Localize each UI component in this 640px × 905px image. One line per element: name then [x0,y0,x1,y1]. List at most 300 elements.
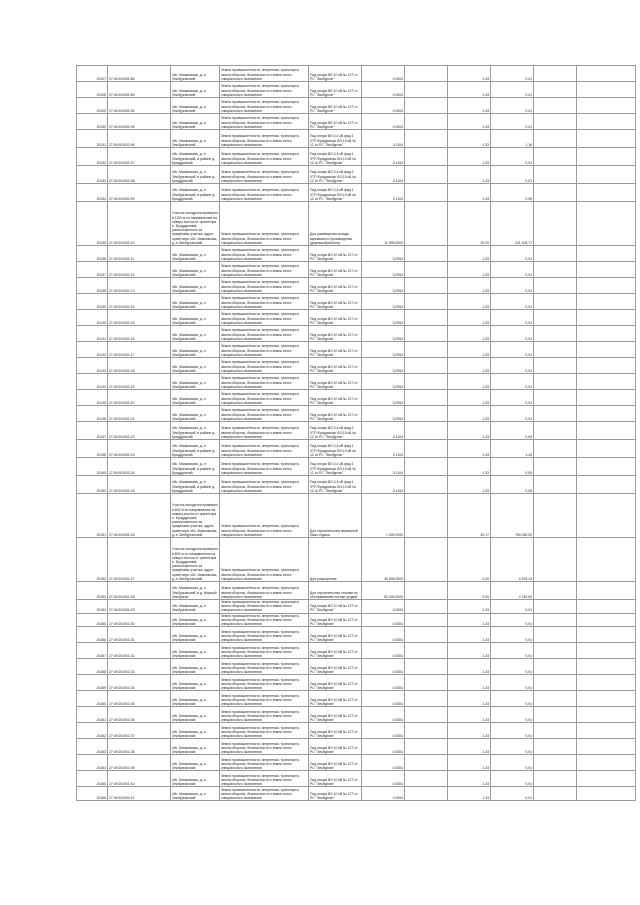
table-row [77,130,636,148]
cell-v1 [405,310,448,326]
table-row [77,326,636,342]
cell-v1 [405,675,448,691]
cell-v2: 1,33 [448,440,491,458]
cell-v1 [405,358,448,374]
table-row [77,643,636,659]
cell-v1 [405,771,448,787]
cell-v2: 1,33 [448,262,491,278]
cell-empty [577,691,636,707]
cell-cat: Земли промышленности, энергетики, транспорта, земли обороны, безопасности и земли иного специального назначения [220,374,309,390]
cell-addr: хбс. Маяковская, д.-н Эльбурганский [171,358,220,374]
table-row [77,66,636,82]
cell-area: 0,0004 [362,771,405,787]
cell-addr: хбс. Маяковская, д.-н Эльбурганский [171,342,220,358]
cell-empty [577,538,636,582]
cell-v3: 0,01 [491,613,534,627]
cell-num: 20147 [77,422,108,440]
cell-num: 20132 [77,148,108,166]
cell-use: Под опоры ВЛ-10 кВ № 12Т от РС "Эльбурган" [309,755,362,771]
cell-v2: 1,33 [448,148,491,166]
cell-cat: Земли промышленности, энергетики, транспорта, земли обороны, безопасности и земли иного специального назначения [220,538,309,582]
cell-num: 20152 [77,538,108,582]
cell-area: 0,0004 [362,627,405,643]
cell-v1 [405,148,448,166]
cell-v3: 0,01 [491,374,534,390]
cell-use: Под опоры ВЛ-0,4 кВ фид.1 ЗТП Фридрихско ВЛ-10 кВ № 12 от РС "Эльбурган" [309,184,362,202]
cell-v3: 0,01 [491,755,534,771]
cell-area: 0,0004 [362,278,405,294]
cell-empty [577,643,636,659]
cell-area: 0,0004 [362,390,405,406]
cell-num: 20127 [77,66,108,82]
table-row [77,476,636,494]
cell-addr: хбс. Маяковская, д.-н Эльбурганский, в д. Мирный Эльбурган [171,582,220,600]
cell-v3: 0,01 [491,627,534,643]
cell-empty [534,723,577,739]
table-row [77,374,636,390]
cell-cat: Земли промышленности, энергетики, транспорта, земли обороны, безопасности и земли иного специального назначения [220,82,309,98]
cell-area: 11 095,0000 [362,202,405,246]
cell-empty [577,406,636,422]
cell-area: 0,1104 [362,422,405,440]
cell-cat: Земли промышленности, энергетики, транспорта, земли обороны, безопасности и земли иного специального назначения [220,675,309,691]
table-row [77,358,636,374]
cell-v2: 1,33 [448,184,491,202]
cell-area: 0,0004 [362,659,405,675]
cell-v1 [405,278,448,294]
cell-cat: Земли промышленности, энергетики, транспорта, земли обороны, безопасности и земли иного специального назначения [220,166,309,184]
cell-empty [577,494,636,538]
table-row [77,202,636,246]
cell-empty [577,675,636,691]
cell-v3: 0,01 [491,148,534,166]
cell-use: Под опоры ВЛ-10 кВ № 12Т от РС "Эльбурган" [309,627,362,643]
cell-v1 [405,627,448,643]
cell-use: Под опоры ВЛ-10 кВ № 12Т от РС "Эльбурган" [309,326,362,342]
cell-num: 20135 [77,202,108,246]
cell-cat: Земли промышленности, энергетики, транспорта, земли обороны, безопасности и земли иного специального назначения [220,613,309,627]
cell-area: 0,0004 [362,739,405,755]
table-row [77,262,636,278]
cell-empty [534,659,577,675]
cell-code: 27:04:001001:38 [108,739,171,755]
cell-empty [534,202,577,246]
cell-v2: 0,00 [448,538,491,582]
table-row [77,613,636,627]
cell-v1 [405,723,448,739]
table-row [77,166,636,184]
cell-v1 [405,166,448,184]
cell-v2: 1,33 [448,82,491,98]
cell-empty [534,114,577,130]
cell-empty [534,326,577,342]
cell-code: 27:04:001001:32 [108,643,171,659]
cell-v3: 0,01 [491,66,534,82]
cell-empty [534,739,577,755]
cell-code: 27:04:001001:13 [108,278,171,294]
cell-addr: хбс. Маяковская, д.-н Эльбурганский [171,659,220,675]
cell-code: 27:04:001001:23 [108,440,171,458]
cell-v3: 0,01 [491,326,534,342]
cell-empty [577,278,636,294]
cell-empty [534,440,577,458]
cell-cat: Земли промышленности, энергетики, транспорта, земли обороны, безопасности и земли иного специального назначения [220,787,309,801]
cell-v3: 0,01 [491,390,534,406]
cell-v3: 0,01 [491,707,534,723]
cell-addr: хбс. Маяковская, д.-н Эльбурганский [171,294,220,310]
cell-code: 27:04:001001:28 [108,582,171,600]
cell-empty [577,184,636,202]
cell-cat: Земли промышленности, энергетики, транспорта, земли обороны, безопасности и земли иного специального назначения [220,98,309,114]
table-row [77,310,636,326]
table-row [77,82,636,98]
cell-empty [577,166,636,184]
cell-addr: хбс. Маяковская, д.-н Эльбурганский [171,82,220,98]
cell-v1 [405,476,448,494]
cell-addr: хбс. Маяковская, д.-н Эльбурганский, в районе д. Бриддунский [171,440,220,458]
cell-v3: 0,01 [491,600,534,614]
cell-addr: хбс. Маяковская, д.-н Эльбурганский [171,390,220,406]
cell-num: 20141 [77,326,108,342]
cell-use: Для размещения склада взрывчатого производства (деревообработки) [309,202,362,246]
cell-empty [577,262,636,278]
cell-code: 27:04:001001:30 [108,613,171,627]
cell-cat: Земли промышленности, энергетики, транспорта, земли обороны, безопасности и земли иного специального назначения [220,755,309,771]
cell-area: 0,0004 [362,326,405,342]
cell-use: Под опоры ВЛ-10 кВ № 12Т от РС "Эльбурган" [309,643,362,659]
cell-v3: 0,01 [491,262,534,278]
table-row [77,771,636,787]
cell-empty [534,390,577,406]
cell-v2: 1,33 [448,114,491,130]
cell-use: Под опоры ВЛ-10 кВ № 12Т от РС "Эльбурган" [309,675,362,691]
cell-area: 0,0004 [362,114,405,130]
cell-addr: хбс. Маяковская, д.-н Эльбурганский [171,406,220,422]
cell-code: 27:04:001001:29 [108,600,171,614]
cell-empty [534,278,577,294]
cell-area: 50 000,0000 [362,582,405,600]
cell-num: 20130 [77,114,108,130]
cell-addr: хбс. Маяковская, д.-н Эльбурганский [171,613,220,627]
cell-v1 [405,390,448,406]
cell-use: Под опоры ВЛ-0,4 кВ фид.1 ЗТП Фридрихско ВЛ-10 кВ № 12 от РС "Эльбурган" [309,166,362,184]
cell-empty [534,643,577,659]
cell-v2: 1,33 [448,771,491,787]
cell-v2: 1,33 [448,600,491,614]
cell-v2: 1,33 [448,755,491,771]
cell-v3: 0,01 [491,739,534,755]
cell-num: 20151 [77,494,108,538]
cell-addr: хбс. Маяковская, д.-н Эльбурганский [171,278,220,294]
cell-code: 27:04:001001:15 [108,310,171,326]
table-row [77,739,636,755]
cell-cat: Земли промышленности, энергетики, транспорта, земли обороны, безопасности и земли иного специального назначения [220,771,309,787]
cell-addr: хбс. Маяковская, д.-н Эльбурганский [171,130,220,148]
cell-v1 [405,458,448,476]
cell-v3: 4 740,00 [491,582,534,600]
cell-v1 [405,538,448,582]
cell-cat: Земли промышленности, энергетики, транспорта, земли обороны, безопасности и земли иного специального назначения [220,494,309,538]
cell-empty [534,310,577,326]
cell-empty [534,771,577,787]
cell-code: 27:04:001001:35 [108,691,171,707]
cell-cat: Земли промышленности, энергетики, транспорта, земли обороны, безопасности и земли иного специального назначения [220,262,309,278]
cell-v2: 20,00 [448,202,491,246]
cell-v3: 0,01 [491,342,534,358]
cell-addr: хбс. Маяковская, д.-н Эльбурганский [171,98,220,114]
cell-area: 0,0004 [362,294,405,310]
cell-empty [534,476,577,494]
cell-num: 20153 [77,582,108,600]
table-row [77,246,636,262]
cell-cat: Земли промышленности, энергетики, транспорта, земли обороны, безопасности и земли иного специального назначения [220,627,309,643]
cell-area: 0,0004 [362,643,405,659]
land-register-body [77,66,636,801]
cell-num: 20128 [77,82,108,98]
cell-empty [577,82,636,98]
cell-empty [577,707,636,723]
cell-addr: хбс. Маяковская, д.-н Эльбурганский [171,675,220,691]
cell-empty [577,600,636,614]
cell-cat: Земли промышленности, энергетики, транспорта, земли обороны, безопасности и земли иного специального назначения [220,246,309,262]
cell-num: 20165 [77,771,108,787]
cell-code: 27:04:001001:89 [108,82,171,98]
cell-code: 27:04:001001:27 [108,538,171,582]
cell-num: 20148 [77,440,108,458]
cell-cat: Земли промышленности, энергетики, транспорта, земли обороны, безопасности и земли иного специального назначения [220,476,309,494]
cell-v1 [405,659,448,675]
cell-use: Под опоры ВЛ-10 кВ № 12Т от РС "Эльбурган" [309,114,362,130]
cell-code: 27:04:001001:25 [108,476,171,494]
cell-cat: Земли промышленности, энергетики, транспорта, земли обороны, безопасности и земли иного специального назначения [220,130,309,148]
cell-num: 20131 [77,130,108,148]
cell-cat: Земли промышленности, энергетики, транспорта, земли обороны, безопасности и земли иного специального назначения [220,294,309,310]
cell-v3: 0,01 [491,358,534,374]
cell-use: Под опоры ВЛ-10 кВ № 12Т от РС "Эльбурган" [309,98,362,114]
land-register-table [76,65,636,801]
cell-empty [534,294,577,310]
cell-empty [577,358,636,374]
cell-empty [577,771,636,787]
cell-use: Под опоры ВЛ-10 кВ № 12Т от РС "Эльбурган" [309,342,362,358]
cell-cat: Земли промышленности, энергетики, транспорта, земли обороны, безопасности и земли иного специального назначения [220,707,309,723]
cell-use: Под опоры ВЛ-10 кВ № 12Т от РС "Эльбурган" [309,739,362,755]
cell-empty [577,114,636,130]
cell-use: Под опоры ВЛ-10 кВ № 12Т от РС "Эльбурган" [309,294,362,310]
cell-v1 [405,739,448,755]
cell-cat: Земли промышленности, энергетики, транспорта, земли обороны, безопасности и земли иного специального назначения [220,114,309,130]
cell-use: Под опоры ВЛ-10 кВ № 12Т от РС "Эльбурган" [309,310,362,326]
cell-empty [577,326,636,342]
cell-v1 [405,600,448,614]
cell-area: 45 605,0000 [362,538,405,582]
cell-v1 [405,114,448,130]
cell-empty [577,148,636,166]
cell-cat: Земли промышленности, энергетики, транспорта, земли обороны, безопасности и земли иного специального назначения [220,390,309,406]
cell-num: 20142 [77,342,108,358]
table-row [77,440,636,458]
cell-empty [534,184,577,202]
cell-num: 20157 [77,643,108,659]
cell-addr: хбс. Маяковская, д.-н Эльбурганский [171,643,220,659]
cell-empty [534,613,577,627]
cell-num: 20154 [77,600,108,614]
cell-v3: 0,01 [491,675,534,691]
cell-v1 [405,246,448,262]
cell-empty [577,98,636,114]
cell-area: 0,0004 [362,406,405,422]
cell-use: Под опоры ВЛ-10 кВ № 12Т от РС "Эльбурган" [309,600,362,614]
cell-empty [577,294,636,310]
cell-v3: 0,01 [491,294,534,310]
cell-cat: Земли промышленности, энергетики, транспорта, земли обороны, безопасности и земли иного специального назначения [220,342,309,358]
cell-v2: 1,33 [448,458,491,476]
cell-code: 27:04:001001:10 [108,202,171,246]
cell-area: 0,0004 [362,787,405,801]
table-row [77,114,636,130]
cell-empty [534,262,577,278]
cell-addr: хбс. Маяковская, д.-н Эльбурганский [171,739,220,755]
cell-code: 27:04:001001:40 [108,771,171,787]
cell-empty [534,582,577,600]
cell-cat: Земли промышленности, энергетики, транспорта, земли обороны, безопасности и земли иного специального назначения [220,326,309,342]
cell-use: Для расширения [309,538,362,582]
cell-v3: 0,01 [491,166,534,184]
cell-v2: 1,33 [448,358,491,374]
cell-v2: 1,33 [448,294,491,310]
cell-num: 20136 [77,246,108,262]
cell-cat: Земли промышленности, энергетики, транспорта, земли обороны, безопасности и земли иного специального назначения [220,582,309,600]
cell-v1 [405,82,448,98]
cell-v2: 1,33 [448,278,491,294]
table-row [77,494,636,538]
cell-area: 0,1104 [362,166,405,184]
table-row [77,659,636,675]
cell-empty [534,166,577,184]
cell-addr: хбс. Маяковская, д.-н Эльбурганский [171,310,220,326]
cell-code: 27:04:001001:95 [108,114,171,130]
cell-v3: 0,01 [491,114,534,130]
cell-empty [577,613,636,627]
cell-empty [577,755,636,771]
cell-code: 27:04:001001:21 [108,406,171,422]
table-row [77,458,636,476]
cell-addr: хбс. Маяковская, д.-н Эльбурганский, в районе д. Бриддунский [171,476,220,494]
cell-area: 1 000,0000 [362,494,405,538]
cell-empty [577,739,636,755]
cell-area: 0,0004 [362,262,405,278]
cell-empty [577,582,636,600]
cell-area: 0,0004 [362,82,405,98]
cell-v1 [405,643,448,659]
cell-v1 [405,262,448,278]
cell-empty [577,342,636,358]
cell-use: Под опоры ВЛ-10 кВ № 12Т от РС "Эльбурган" [309,787,362,801]
cell-v1 [405,755,448,771]
cell-empty [534,675,577,691]
cell-cat: Земли промышленности, энергетики, транспорта, земли обороны, безопасности и земли иного специального назначения [220,440,309,458]
cell-cat: Земли промышленности, энергетики, транспорта, земли обороны, безопасности и земли иного специального назначения [220,600,309,614]
cell-num: 20146 [77,406,108,422]
cell-empty [534,691,577,707]
cell-use: Для строительства земельной базы отдыха [309,494,362,538]
cell-code: 27:04:001001:16 [108,326,171,342]
cell-v2: 1,33 [448,643,491,659]
cell-cat: Земли промышленности, энергетики, транспорта, земли обороны, безопасности и земли иного специального назначения [220,406,309,422]
cell-v3: 0,01 [491,723,534,739]
cell-v1 [405,406,448,422]
cell-v2: 1,33 [448,613,491,627]
cell-v3: 0,01 [491,771,534,787]
cell-empty [534,538,577,582]
cell-empty [577,458,636,476]
cell-v2: 1,33 [448,707,491,723]
cell-area: 0,0004 [362,358,405,374]
cell-use: Под опоры ВЛ-10 кВ № 12Т от РС "Эльбурган" [309,691,362,707]
cell-code: 27:04:001001:98 [108,166,171,184]
table-row [77,538,636,582]
cell-v2: 1,33 [448,66,491,82]
cell-v3: 0,01 [491,98,534,114]
cell-area: 0,1104 [362,476,405,494]
cell-empty [534,422,577,440]
cell-addr: хбс. Маяковская, д.-н Эльбурганский [171,627,220,643]
cell-num: 20156 [77,627,108,643]
cell-empty [577,440,636,458]
cell-v2: 1,33 [448,422,491,440]
cell-v3: 0,01 [491,246,534,262]
cell-empty [534,458,577,476]
cell-empty [534,787,577,801]
cell-code: 27:04:001001:22 [108,422,171,440]
cell-empty [534,600,577,614]
cell-empty [534,406,577,422]
cell-num: 20137 [77,262,108,278]
cell-empty [534,130,577,148]
cell-empty [577,390,636,406]
cell-use: Под опоры ВЛ-0,4 кВ фид.1 ЗТП Фридрихско ВЛ-10 кВ № 12 от РС "Эльбурган" [309,440,362,458]
cell-code: 27:04:001001:26 [108,494,171,538]
cell-use: Под опоры ВЛ-10 кВ № 12Т от РС "Эльбурган" [309,246,362,262]
cell-empty [534,358,577,374]
cell-v2: 1,33 [448,627,491,643]
cell-addr: Участок находится примерно в 600 м по направлению на северо-восток от ориентира п. Бриддунский, расположенного за пределами участка, адрес ориентира: хбс. Маяковская, д.-н Эльбурганский [171,494,220,538]
cell-empty [534,627,577,643]
cell-use: Под опоры ВЛ-10 кВ № 12Т от РС "Эльбурган" [309,707,362,723]
cell-addr: Участок находится примерно в 600 м по направлению на северо-восток от ориентира п. Бриддунский, расположенного за пределами участка, адрес ориентира: хбс. Маяковская, д.-н Эльбурганский [171,538,220,582]
cell-v3: 0,05 [491,422,534,440]
cell-code: 27:04:001001:33 [108,659,171,675]
cell-use: Для строительства стоянки по обслуживанию лесных угодий [309,582,362,600]
cell-v3: 0,01 [491,643,534,659]
cell-v3: 1,16 [491,130,534,148]
cell-empty [577,246,636,262]
cell-cat: Земли промышленности, энергетики, транспорта, земли обороны, безопасности и земли иного специального назначения [220,184,309,202]
cell-v2: 1,33 [448,130,491,148]
cell-empty [577,723,636,739]
table-row [77,723,636,739]
cell-area: 0,1104 [362,440,405,458]
cell-empty [577,202,636,246]
cell-area: 0,0004 [362,675,405,691]
cell-num: 20166 [77,787,108,801]
cell-num: 20129 [77,98,108,114]
cell-v2: 1,33 [448,675,491,691]
cell-v1 [405,707,448,723]
cell-v2: 1,33 [448,659,491,675]
cell-cat: Земли промышленности, энергетики, транспорта, земли обороны, безопасности и земли иного специального назначения [220,278,309,294]
cell-num: 20149 [77,458,108,476]
